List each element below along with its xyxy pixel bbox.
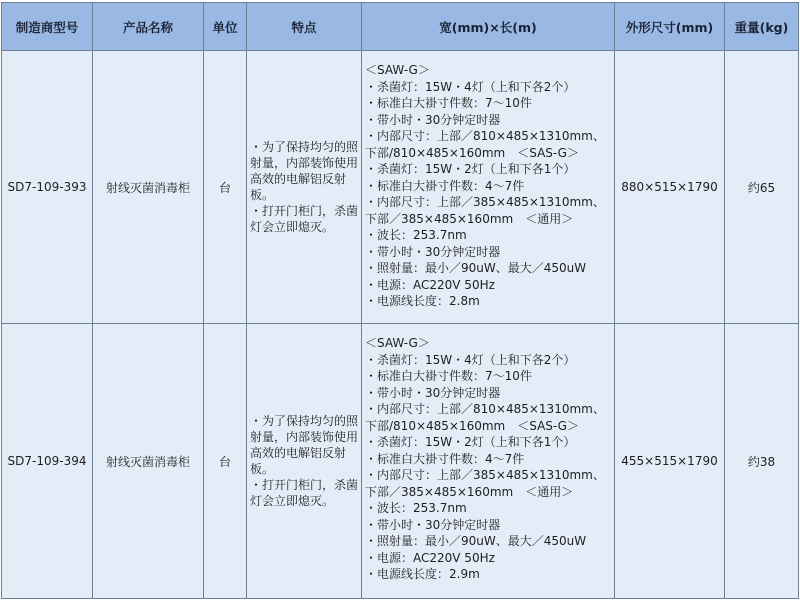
dimension-line: ・标准白大褂寸件数：7～10件: [365, 96, 532, 110]
dimension-line: ・带小时・30分钟定时器: [365, 385, 501, 400]
dimension-line: ・内部尺寸：上部／385×485×1310mm、: [365, 195, 605, 209]
dimension-line: 下部／385×485×160mm ＜通用＞: [365, 211, 574, 226]
dimension-line: ・标准白大褂寸件数：4～7件: [365, 178, 525, 193]
spec-table: [1, 2, 799, 599]
product-name-cell: 射线灭菌消毒柜: [93, 324, 204, 599]
features-cell: [247, 324, 362, 599]
outer-size-cell: 880×515×1790: [615, 51, 725, 324]
features-text: [250, 139, 359, 235]
dimensions-list: [365, 324, 612, 583]
dimension-line: ・照射量：最小／90uW、最大／450uW: [365, 261, 587, 275]
unit-cell: 台: [204, 51, 247, 324]
dimension-line: ・照射量：最小／90uW、最大／450uW: [365, 534, 587, 548]
table-row: [2, 51, 799, 324]
header-row: [2, 3, 799, 51]
dimensions-cell: [362, 324, 615, 599]
dimension-line: ＜SAW-G＞: [365, 63, 430, 77]
outer-size-cell: 455×515×1790: [615, 324, 725, 599]
dimension-line: ・杀菌灯：15W・2灯（上和下各1个）: [365, 435, 576, 449]
feature-line: ・为了保持均匀的照射量，内部装饰使用高效的电解铝反射板。: [250, 414, 359, 476]
header-weight: 重量(kg): [725, 3, 799, 51]
header-features: 特点: [247, 3, 362, 51]
dimension-line: ・带小时・30分钟定时器: [365, 244, 501, 259]
dimension-line: 下部/810×485×160mm ＜SAS-G＞: [365, 418, 579, 433]
dimension-line: ＜SAW-G＞: [365, 336, 430, 350]
dimensions-list: [365, 51, 612, 310]
dimension-line: ・带小时・30分钟定时器: [365, 112, 501, 127]
dimension-line: ・内部尺寸：上部／385×485×1310mm、: [365, 468, 605, 482]
header-model: 制造商型号: [2, 3, 93, 51]
header-outer-size: 外形尺寸(mm): [615, 3, 725, 51]
dimension-line: ・电源：AC220V 50Hz: [365, 277, 495, 292]
features-text: [250, 413, 359, 509]
weight-cell: 约65: [725, 51, 799, 324]
header-product-name: 产品名称: [93, 3, 204, 51]
dimension-line: ・标准白大褂寸件数：4～7件: [365, 451, 525, 466]
dimension-line: ・电源：AC220V 50Hz: [365, 550, 495, 565]
dimensions-cell: [362, 51, 615, 324]
dimension-line: 下部／385×485×160mm ＜通用＞: [365, 484, 574, 499]
unit-cell: 台: [204, 324, 247, 599]
dimension-line: ・波长：253.7nm: [365, 501, 467, 515]
dimension-line: ・杀菌灯：15W・4灯（上和下各2个）: [365, 352, 576, 367]
header-dimensions: 宽(mm)×长(m): [362, 3, 615, 51]
model-cell: SD7-109-394: [2, 324, 93, 599]
dimension-line: ・波长：253.7nm: [365, 228, 467, 242]
dimension-line: ・电源线长度：2.9m: [365, 567, 480, 581]
feature-line: ・为了保持均匀的照射量，内部装饰使用高效的电解铝反射板。: [250, 140, 359, 202]
dimension-line: ・杀菌灯：15W・4灯（上和下各2个）: [365, 79, 576, 94]
product-name-cell: 射线灭菌消毒柜: [93, 51, 204, 324]
model-cell: SD7-109-393: [2, 51, 93, 324]
table-row: [2, 324, 799, 599]
header-unit: 单位: [204, 3, 247, 51]
dimension-line: ・内部尺寸：上部／810×485×1310mm、: [365, 402, 605, 416]
dimension-line: ・带小时・30分钟定时器: [365, 517, 501, 532]
feature-line: ・打开门柜门，杀菌灯会立即熄灭。: [250, 478, 359, 508]
dimension-line: ・杀菌灯：15W・2灯（上和下各1个）: [365, 162, 576, 176]
feature-line: ・打开门柜门，杀菌灯会立即熄灭。: [250, 204, 359, 234]
dimension-line: 下部/810×485×160mm ＜SAS-G＞: [365, 145, 579, 160]
weight-cell: 约38: [725, 324, 799, 599]
features-cell: [247, 51, 362, 324]
dimension-line: ・电源线长度：2.8m: [365, 294, 480, 308]
dimension-line: ・标准白大褂寸件数：7～10件: [365, 369, 532, 383]
dimension-line: ・内部尺寸：上部／810×485×1310mm、: [365, 129, 605, 143]
